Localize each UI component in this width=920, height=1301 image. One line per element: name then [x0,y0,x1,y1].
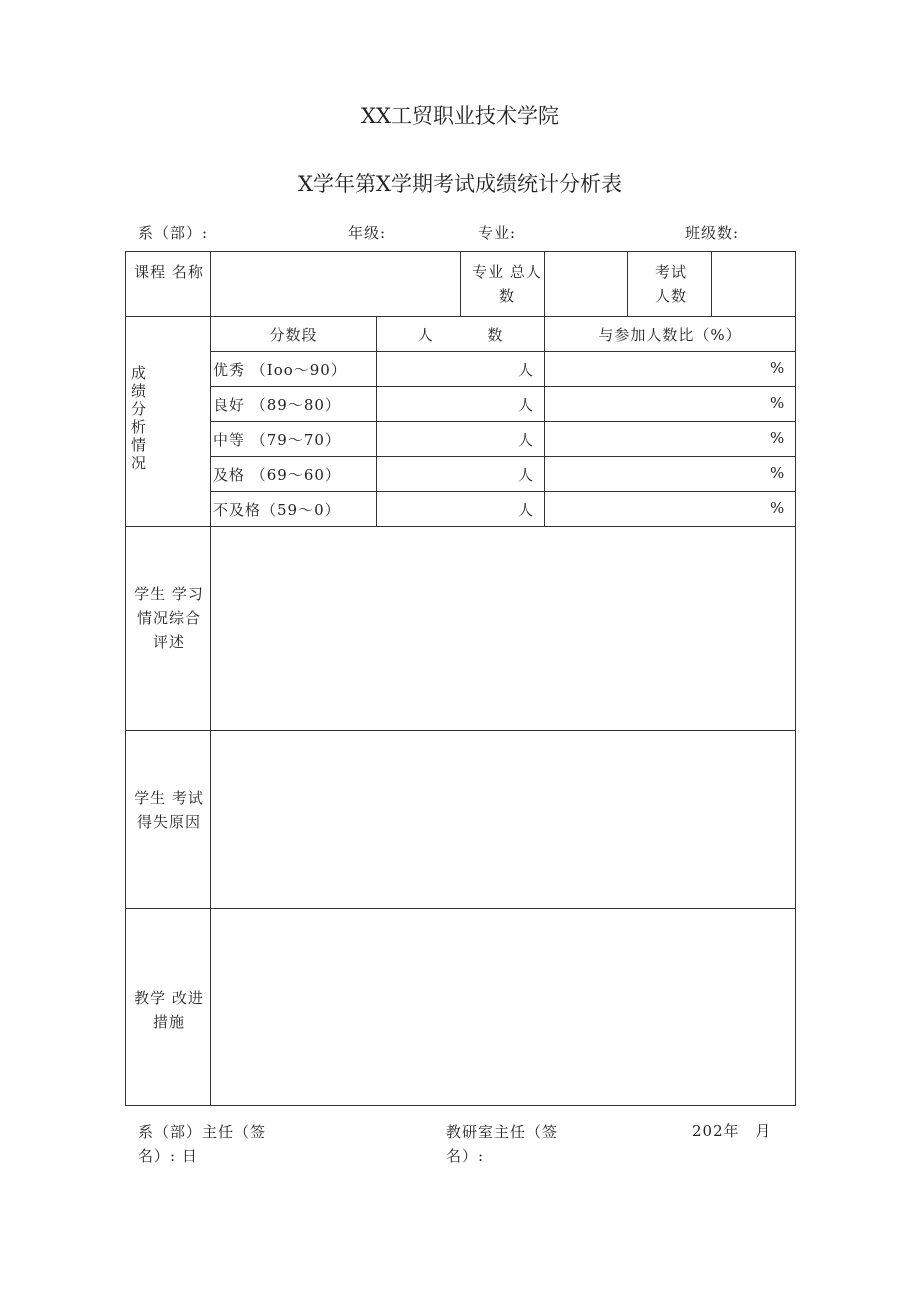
exam-gain-loss-label: 学生 考试 得失原因 [134,789,204,831]
class-count-label: 班级数: [685,224,740,242]
table-border-right [795,251,796,1106]
table-border-bottom [125,1105,796,1106]
table-rule [210,251,211,1106]
study-review-label: 学生 学习 情况综合 评述 [134,585,204,651]
form-title: X学年第X学期考试成绩统计分析表 [298,172,622,196]
school-title: XX工贸职业技术学院 [361,104,559,128]
band-row-1: 优秀 （Ioo～90） [213,361,347,379]
people-unit-1: 人 [518,361,535,379]
col-header-score-band: 分数段 [269,326,318,344]
teaching-improve-label: 教学 改进 措施 [134,989,204,1031]
table-rule [210,386,796,387]
pct-unit-1: % [770,359,786,377]
course-name-label: 课程 名称 [134,263,204,281]
table-rule [376,316,377,527]
table-rule [210,421,796,422]
table-rule [711,251,712,317]
grade-label: 年级: [348,224,387,242]
sign-date: 202年 月 [692,1122,772,1140]
band-row-3: 中等 （79～70） [213,431,341,449]
table-border-left [125,251,126,1106]
pct-unit-4: % [770,464,786,482]
table-rule [544,251,545,317]
pct-unit-3: % [770,429,786,447]
table-rule [627,251,628,317]
band-row-4: 及格 （69～60） [213,466,341,484]
exam-count-label: 考试人数 [654,263,687,305]
table-rule [125,730,796,731]
office-head-signature: 教研室主任（签名）: [446,1123,559,1165]
table-rule [125,908,796,909]
major-total-label: 专业 总人数 [472,263,542,305]
dept-head-signature: 系（部）主任（签名）: 日 [138,1123,267,1165]
table-rule [210,456,796,457]
table-rule [210,351,796,352]
people-unit-5: 人 [518,501,535,519]
col-header-people: 人 数 [417,326,504,344]
band-row-5: 不及格（59～0） [213,501,341,519]
band-row-2: 良好 （89～80） [213,396,341,414]
dept-label: 系（部）: [138,224,209,242]
col-header-ratio: 与参加人数比（%） [598,326,742,344]
table-rule [460,251,461,317]
people-unit-2: 人 [518,396,535,414]
pct-unit-5: % [770,499,786,517]
people-unit-3: 人 [518,431,535,449]
grade-analysis-section-label: 成绩分析情况 [131,364,148,472]
people-unit-4: 人 [518,466,535,484]
table-rule [210,491,796,492]
table-rule [125,526,796,527]
table-rule [544,316,545,527]
major-label: 专业: [478,224,517,242]
pct-unit-2: % [770,394,786,412]
